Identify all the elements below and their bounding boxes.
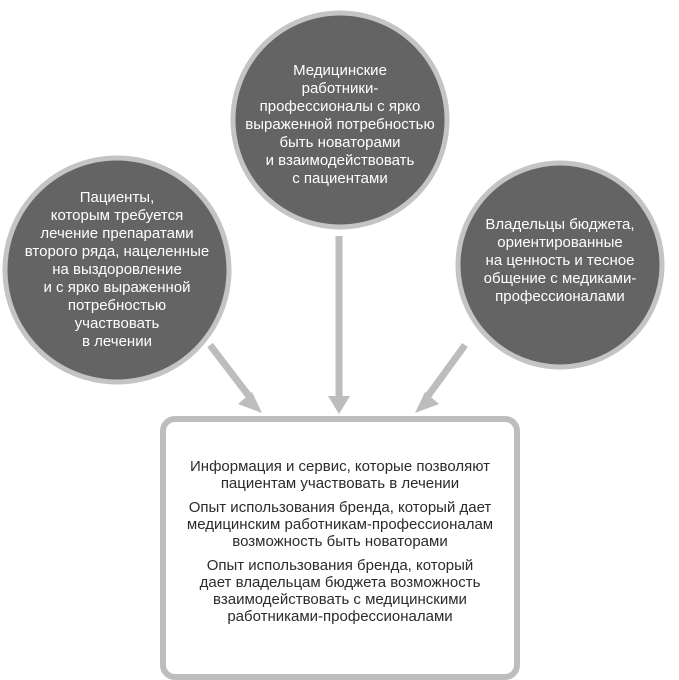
arrows (210, 236, 465, 414)
circle-budget-holders-text: Владельцы бюджета, ориентированные на ценность и тесное общение с медиками- профессионалами (483, 216, 637, 305)
outcome-brand-budget: Опыт использования бренда, который дает владельцам бюджета возможность взаимодействовать с медицинскими работниками-профессионалами (199, 557, 481, 625)
arrow-right-head (415, 392, 439, 413)
arrow-left-head (238, 392, 262, 413)
outcome-info-service: Информация и сервис, которые позволяют пациентам участвовать в лечении (190, 458, 490, 492)
arrow-top-head (328, 396, 350, 414)
circle-patients-text: Пациенты, которым требуется лечение препаратами второго ряда, нацеленные на выздоровление и с ярко выраженной потребностью участвовать в лечении (24, 189, 210, 350)
outcome-brand-professionals: Опыт использования бренда, который дает медицинским работникам-профессионалам возможность быть новаторами (186, 499, 494, 550)
arrow-right-shaft (425, 345, 465, 400)
outcome-box-text (168, 424, 512, 672)
circle-medical-professionals-text: Медицинские работники- профессионалы с ярко выраженной потребностью быть новаторами и взаимодействовать с пациентами (245, 62, 435, 187)
